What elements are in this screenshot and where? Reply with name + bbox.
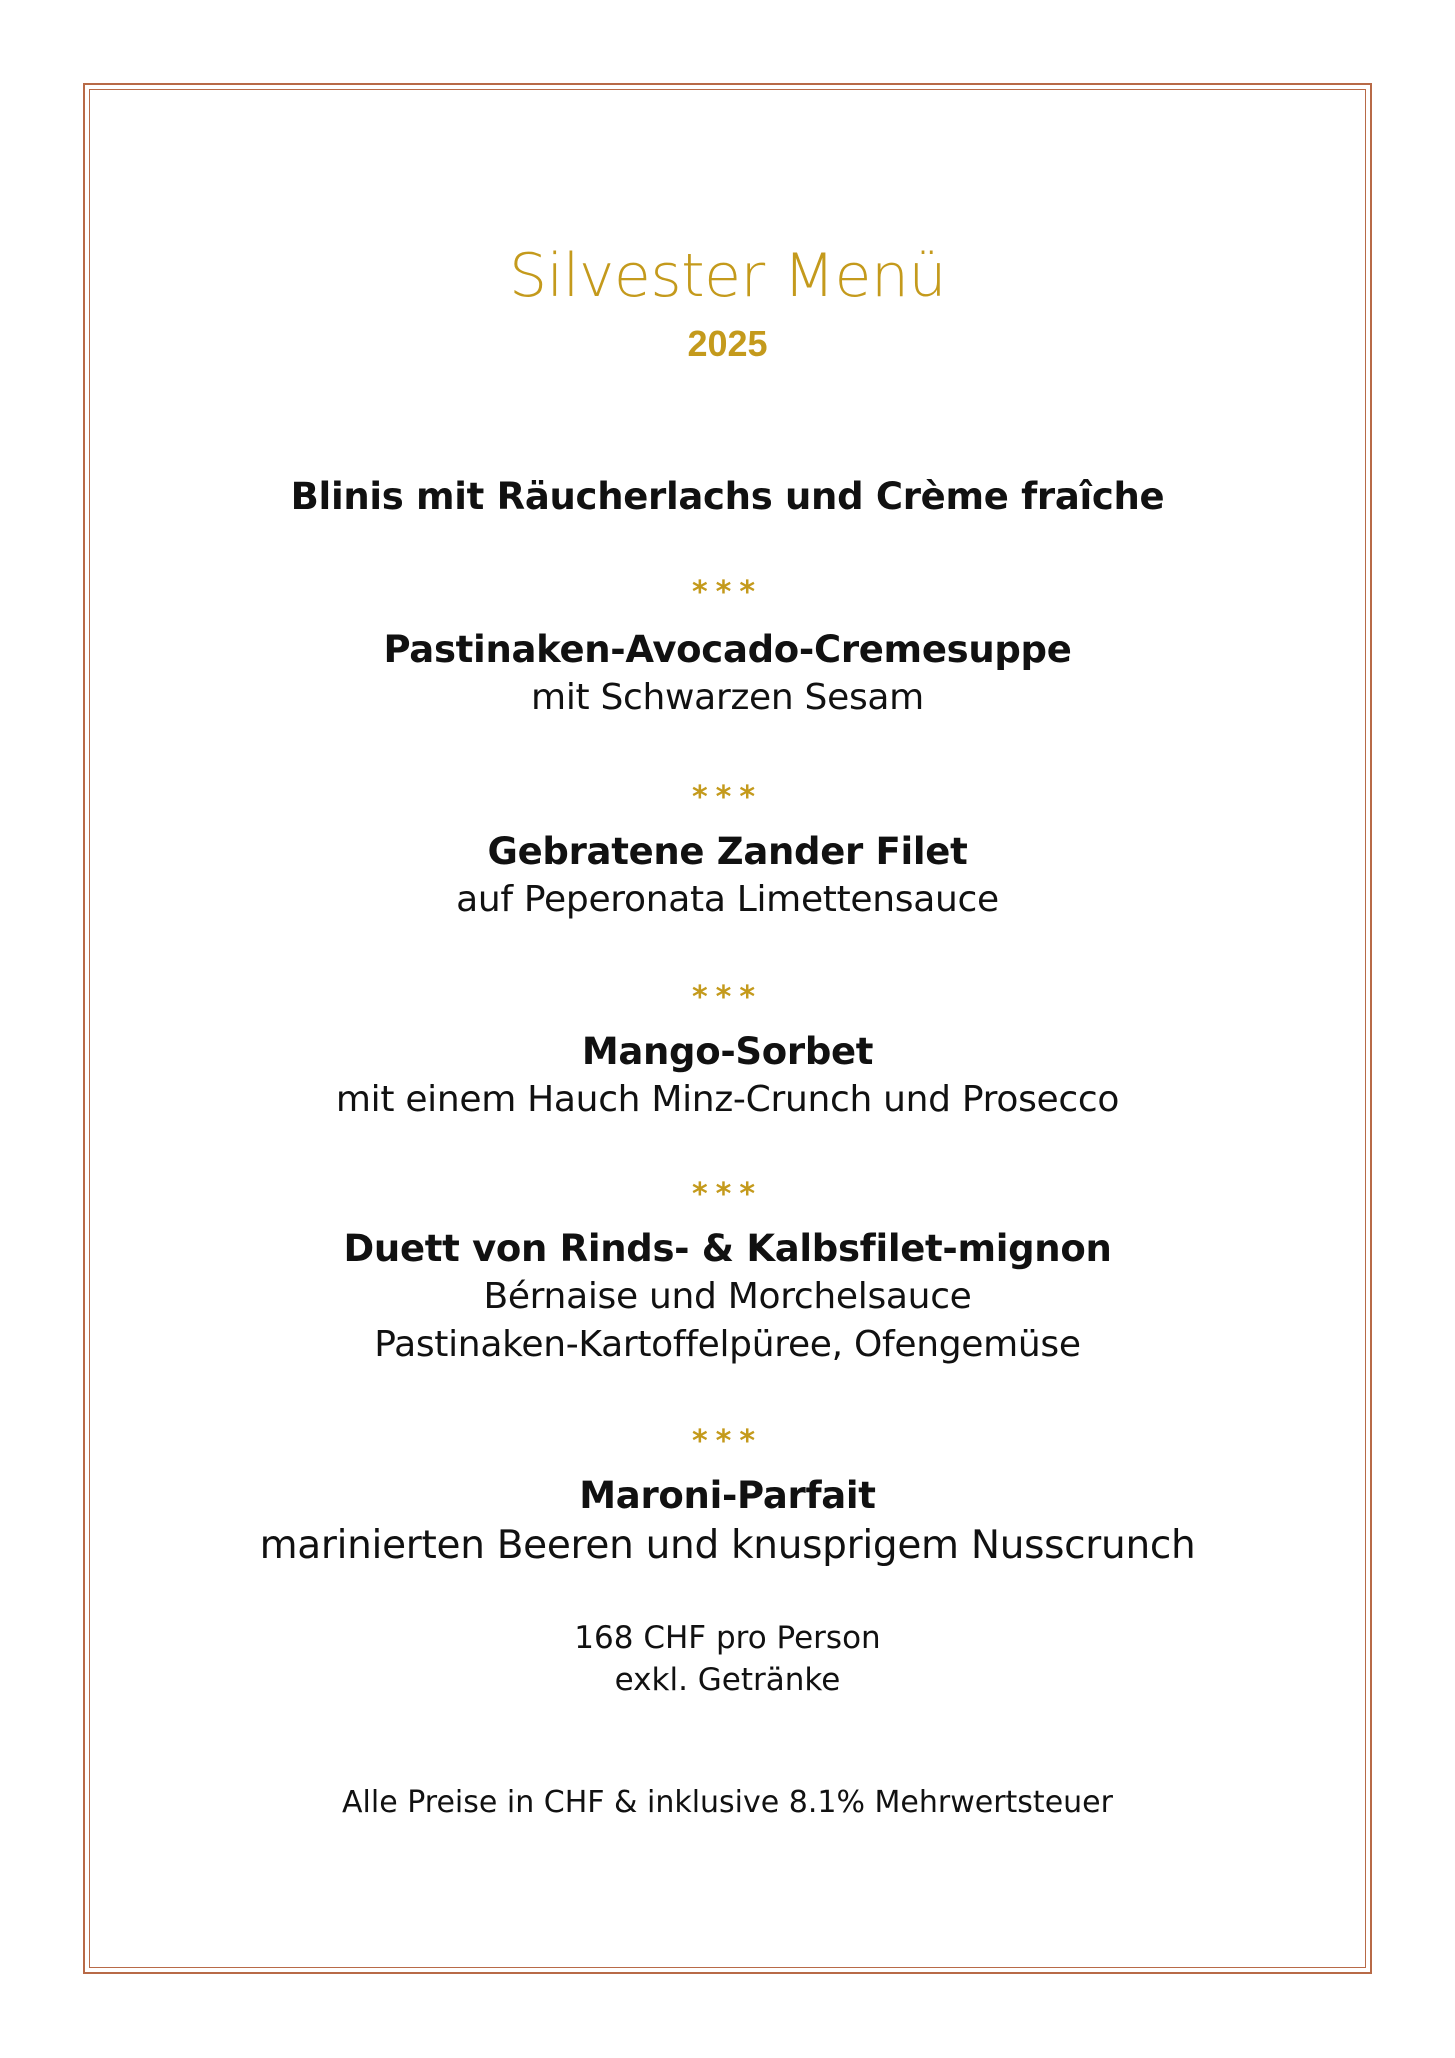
course-2-dish: Pastinaken-Avocado-Cremesuppe	[383, 628, 1072, 671]
course-4-dish: Mango-Sorbet	[581, 1030, 874, 1073]
course-4	[90, 1028, 1365, 1124]
course-6-dish: Maroni-Parfait	[579, 1474, 876, 1517]
course-5	[90, 1225, 1365, 1369]
separator-2: ***	[691, 780, 764, 815]
course-5-desc-line-1: Bérnaise und Morchelsauce	[483, 1276, 972, 1317]
menu-year: 2025	[687, 323, 768, 364]
course-3	[90, 828, 1365, 924]
course-3-dish: Gebratene Zander Filet	[487, 830, 968, 873]
course-3-desc: auf Peperonata Limettensauce	[456, 879, 999, 920]
course-4-desc: mit einem Hauch Minz-Crunch und Prosecco	[335, 1079, 1120, 1120]
course-5-dish: Duett von Rinds- & Kalbsfilet-mignon	[343, 1227, 1112, 1270]
price-drinks-note: exkl. Getränke	[614, 1662, 841, 1698]
course-2-desc: mit Schwarzen Sesam	[531, 677, 924, 718]
separator-5: ***	[691, 1424, 764, 1459]
separator-3: ***	[691, 980, 764, 1015]
course-2	[90, 626, 1365, 722]
separator-1: ***	[691, 575, 764, 610]
menu-title: Silvester Menü	[508, 241, 947, 311]
vat-note: Alle Preise in CHF & inklusive 8.1% Mehrwertsteuer	[342, 1785, 1113, 1820]
course-6	[90, 1472, 1365, 1572]
price-block	[90, 1617, 1365, 1701]
separator-4: ***	[691, 1177, 764, 1212]
course-1	[90, 473, 1365, 521]
course-6-desc: marinierten Beeren und knusprigem Nusscrunch	[259, 1523, 1196, 1568]
course-5-desc-line-2: Pastinaken-Kartoffelpüree, Ofengemüse	[374, 1324, 1081, 1365]
course-1-dish: Blinis mit Räucherlachs und Crème fraîche	[290, 475, 1165, 518]
price-per-person: 168 CHF pro Person	[574, 1620, 881, 1656]
